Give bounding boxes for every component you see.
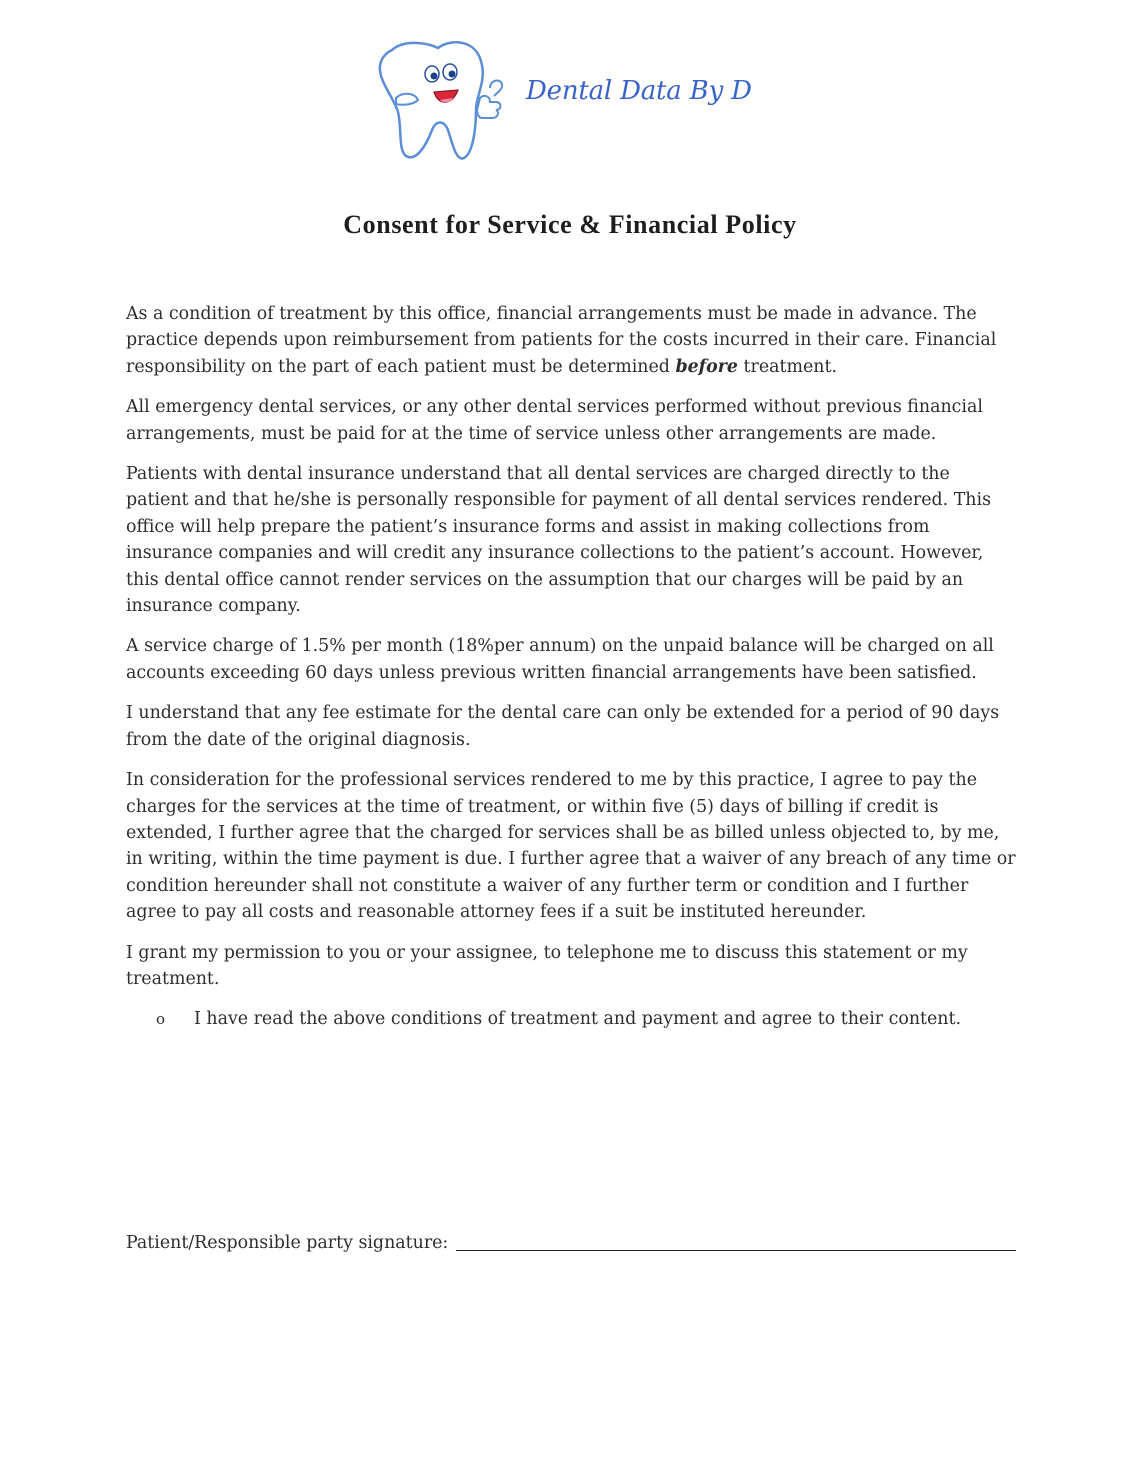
page-title: Consent for Service & Financial Policy: [343, 210, 797, 239]
paragraph-text: treatment.: [738, 356, 837, 377]
logo: [372, 36, 752, 166]
policy-body: [126, 301, 1016, 1033]
brand-name: Dental Data By D: [526, 76, 752, 106]
signature-row: [126, 1230, 1016, 1253]
paragraph-emergency-services: All emergency dental services, or any other dental services performed without previous financial arrangements, must be paid for at the time of service unless other arrangements are made.: [126, 397, 983, 444]
paragraph-fee-estimate: I understand that any fee estimate for the dental care can only be extended for a period of 90 days from the date of the original diagnosis.: [126, 703, 1000, 750]
paragraph-service-charge: A service charge of 1.5% per month (18%per annum) on the unpaid balance will be charged on all accounts exceeding 60 days unless previous written financial arrangements have been satisfied.: [126, 636, 994, 683]
paragraph-text: As a condition of treatment by this office, financial arrangements must be made in advance. The practice depends upon reimbursement from patients for the costs incurred in their care. Financial responsibility on the part of each patient must be determined: [126, 304, 997, 377]
acknowledgement-text: I have read the above conditions of treatment and payment and agree to their content.: [194, 1009, 962, 1030]
tooth-mascot-icon: [372, 36, 522, 166]
signature-line[interactable]: [456, 1230, 1016, 1251]
bullet-marker: o: [156, 1010, 166, 1029]
paragraph-insurance: Patients with dental insurance understand that all dental services are charged directly to the patient and that he/she is personally responsible for payment of all dental services rendered. This office will help prepare the patient’s insurance forms and assist in making collections from insurance companies and will credit any insurance collections to the patient’s account. However, this dental office cannot render services on the assumption that our charges will be paid by an insurance company.: [126, 464, 991, 617]
signature-label: Patient/Responsible party signature:: [126, 1233, 449, 1253]
acknowledgement-item[interactable]: [156, 1006, 1016, 1032]
paragraph-telephone-permission: I grant my permission to you or your assignee, to telephone me to discuss this statement or my treatment.: [126, 942, 968, 989]
paragraph-financial-arrangements: [126, 301, 1016, 380]
paragraph-consideration: In consideration for the professional services rendered to me by this practice, I agree to pay the charges for the services at the time of treatment, or within five (5) days of billing if credit is extended, I further agree that the charged for services shall be as billed unless objected to, by me, in writing, within the time payment is due. I further agree that a waiver of any breach of any time or condition hereunder shall not constitute a waiver of any further term or condition and I further agree to pay all costs and reasonable attorney fees if a suit be instituted hereunder.: [126, 770, 1016, 923]
emphasis-text: before: [675, 356, 738, 377]
